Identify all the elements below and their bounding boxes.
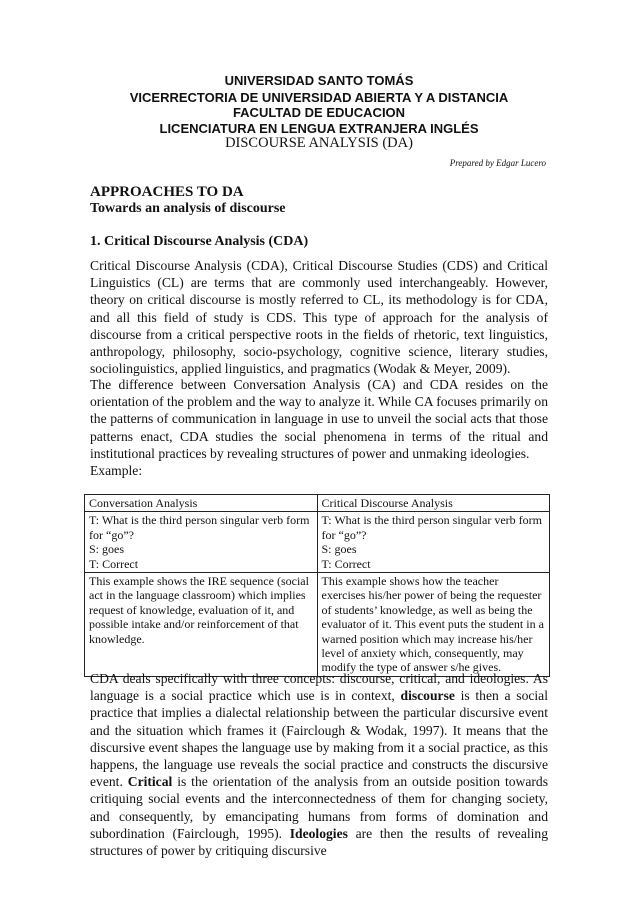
table-cell-ca-note: This example shows the IRE sequence (social act in the language classroom) which implies request of knowledge, evaluation of it, and possible intake and/or reinforcement of that knowledge. xyxy=(85,573,318,677)
section-heading: 1. Critical Discourse Analysis (CDA) xyxy=(90,234,309,249)
dialog-line: T: Correct xyxy=(89,556,139,571)
dialog-line: T: What is the third person singular verb form for “go”? xyxy=(89,513,310,542)
paragraph-ca-vs-cda: The difference between Conversation Analysis (CA) and CDA resides on the orientation of the problem and the way to analyze it. While CA focuses primarily on the patterns of communication in language in use to unveil the social acts that those patterns enact, CDA studies the social phenomena in terms of the ritual and institutional practices by revealing structures of power and unmaking ideologies. xyxy=(90,377,548,461)
program-name: LICENCIATURA EN LENGUA EXTRANJERA INGLÉS xyxy=(159,121,479,136)
table-row xyxy=(85,512,550,573)
text-run: is then a social practice that implies a dialectal relationship between the particular discursive event and the situation which frames it (Fairclough & Wodak, 1997). It means that the discursive event shapes the language use by making from it a social practice, as this happens, the language use reveals the social practice and constructs the discursive event. xyxy=(90,688,548,790)
table-cell-cda-note: This example shows how the teacher exercises his/her power of being the requester of students’ knowledge, as well as being the evaluator of it. This event puts the student in a warned position which may increase his/her level of anxiety which, consequently, may modify the type of answer s/he gives. xyxy=(317,573,550,677)
course-name: DISCOURSE ANALYSIS (DA) xyxy=(225,135,413,151)
prepared-by: Prepared by Edgar Lucero xyxy=(449,158,546,168)
table-cell-ca-dialog xyxy=(85,512,318,573)
keyword-critical: Critical xyxy=(127,774,173,790)
table-cell-cda-dialog xyxy=(317,512,550,573)
paragraph-cda-concepts xyxy=(90,670,548,859)
text-run: are then the results of revealing structures of power by critiquing discursive xyxy=(90,825,548,859)
university-name: UNIVERSIDAD SANTO TOMÁS xyxy=(224,73,414,88)
dialog-line: T: Correct xyxy=(321,556,371,571)
table-row xyxy=(85,573,550,677)
keyword-discourse: discourse xyxy=(400,688,455,704)
vice-rectory-name: VICERRECTORIA DE UNIVERSIDAD ABIERTA Y A DISTANCIA xyxy=(129,90,509,105)
paragraph-cda-definition: Critical Discourse Analysis (CDA), Critical Discourse Studies (CDS) and Critical Linguistics (CL) are terms that are commonly used interchangeably. However, theory on critical discourse is mostly referred to CL, its methodology is for CDA, and all this field of study is CDS. This type of approach for the analysis of discourse from a critical perspective roots in the fields of rhetoric, text linguistics, anthropology, philosophy, socio-psychology, cognitive science, literary studies, sociolinguistics, applied linguistics, and pragmatics (Wodak & Meyer, 2009). xyxy=(90,258,548,377)
dialog-line: S: goes xyxy=(321,542,357,557)
table-header-cda: Critical Discourse Analysis xyxy=(317,495,550,512)
document-subtitle: Towards an analysis of discourse xyxy=(90,201,286,216)
document-title: APPROACHES TO DA xyxy=(90,184,244,200)
text-run: CDA deals specifically with three concepts: discourse, critical, and ideologies. As language is a social practice which use is in context, xyxy=(90,671,548,704)
dialog-line: S: goes xyxy=(89,542,125,557)
faculty-name: FACULTAD DE EDUCACION xyxy=(232,105,406,120)
table-row xyxy=(85,495,550,512)
keyword-ideologies: Ideologies xyxy=(289,825,348,841)
table-header-ca: Conversation Analysis xyxy=(85,495,318,512)
example-label: Example: xyxy=(90,463,143,478)
text-run: is the orientation of the analysis from an outside position towards critiquing social events and the interconnectedness of them for changing society, and consequently, by emancipating humans from forms of domination and subordination (Fairclough, 1995). xyxy=(90,774,548,841)
dialog-line: T: What is the third person singular verb form for “go”? xyxy=(321,513,542,542)
comparison-table xyxy=(84,494,550,677)
